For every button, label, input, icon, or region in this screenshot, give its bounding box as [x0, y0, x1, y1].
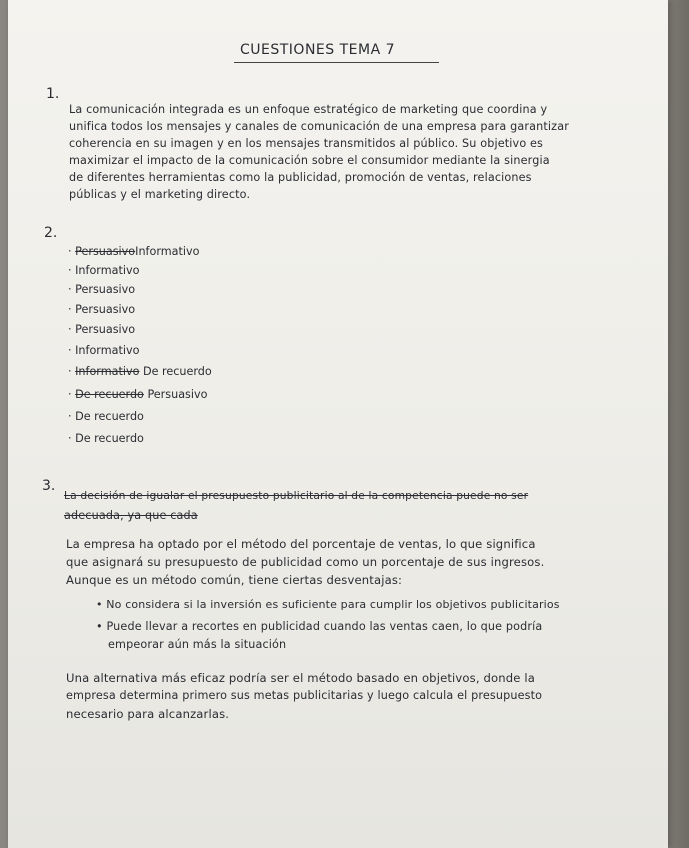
item-text: Informativo — [135, 245, 200, 258]
page-title: CUESTIONES TEMA 7 — [240, 42, 396, 58]
q2-number: 2. — [44, 225, 58, 241]
q3-para-line: que asignará su presupuesto de publicidad como un porcentaje de sus ingresos. — [66, 555, 545, 569]
title-underline — [234, 62, 439, 63]
item-text: Persuasivo — [75, 283, 136, 296]
q3-bullet: • No considera si la inversión es suficiente para cumplir los objetivos publicitarios — [96, 598, 560, 611]
struck-text: Persuasivo — [75, 245, 136, 258]
struck-text: Informativo — [75, 365, 140, 378]
item-text: Persuasivo — [75, 303, 136, 316]
item-text: De recuerdo — [142, 365, 212, 378]
struck-text: De recuerdo — [75, 388, 144, 401]
q3-bullet-continuation: empeorar aún más la situación — [108, 638, 287, 651]
q2-item: · Persuasivo — [68, 323, 136, 336]
q2-item: · De recuerdo Persuasivo — [68, 388, 208, 401]
q3-para-line: Una alternativa más eficaz podría ser el método basado en objetivos, donde la — [66, 671, 536, 685]
q3-para-line: empresa determina primero sus metas publicitarias y luego calcula el presupuesto — [66, 689, 543, 702]
q2-item: · Informativo — [68, 264, 140, 277]
q1-number: 1. — [46, 86, 60, 102]
q1-line: unifica todos los mensajes y canales de comunicación de una empresa para garantizar — [69, 120, 569, 133]
q3-para-line: La empresa ha optado por el método del porcentaje de ventas, lo que significa — [66, 537, 536, 551]
item-text: Informativo — [75, 264, 140, 277]
q1-line: maximizar el impacto de la comunicación sobre el consumidor mediante la sinergia — [69, 154, 550, 167]
q2-item: · PersuasivoInformativo — [68, 245, 200, 258]
item-text: Persuasivo — [75, 323, 136, 336]
q3-bullet: • Puede llevar a recortes en publicidad cuando las ventas caen, lo que podría — [96, 620, 543, 633]
item-text: Persuasivo — [147, 388, 208, 401]
q3-struck-line: adecuada, ya que cada — [64, 509, 198, 522]
paper-sheet — [8, 0, 668, 848]
q2-item: · Persuasivo — [68, 303, 136, 316]
item-text: Informativo — [75, 344, 140, 357]
background-edge — [668, 0, 689, 848]
q1-line: coherencia en su imagen y en los mensajes transmitidos al público. Su objetivo es — [69, 137, 544, 150]
q2-item: · Informativo — [68, 344, 140, 357]
q1-line: públicas y el marketing directo. — [69, 188, 251, 201]
q2-item: · Persuasivo — [68, 283, 136, 296]
item-text: De recuerdo — [75, 410, 144, 423]
bullet-text: Puede llevar a recortes en publicidad cuando las ventas caen, lo que podría — [106, 620, 543, 633]
item-text: De recuerdo — [75, 432, 144, 445]
q1-line: de diferentes herramientas como la publicidad, promoción de ventas, relaciones — [69, 171, 532, 184]
q3-para-line: Aunque es un método común, tiene ciertas desventajas: — [66, 573, 403, 587]
q2-item: · De recuerdo — [68, 432, 144, 445]
bullet-text: No considera si la inversión es suficiente para cumplir los objetivos publicitarios — [106, 598, 560, 611]
q2-item: · Informativo De recuerdo — [68, 365, 212, 378]
q3-struck-line: La decisión de igualar el presupuesto publicitario al de la competencia puede no ser — [64, 489, 529, 502]
q3-number: 3. — [42, 478, 56, 494]
q1-line: La comunicación integrada es un enfoque estratégico de marketing que coordina y — [69, 103, 548, 116]
q2-item: · De recuerdo — [68, 410, 144, 423]
q3-para-line: necesario para alcanzarlas. — [66, 707, 230, 721]
